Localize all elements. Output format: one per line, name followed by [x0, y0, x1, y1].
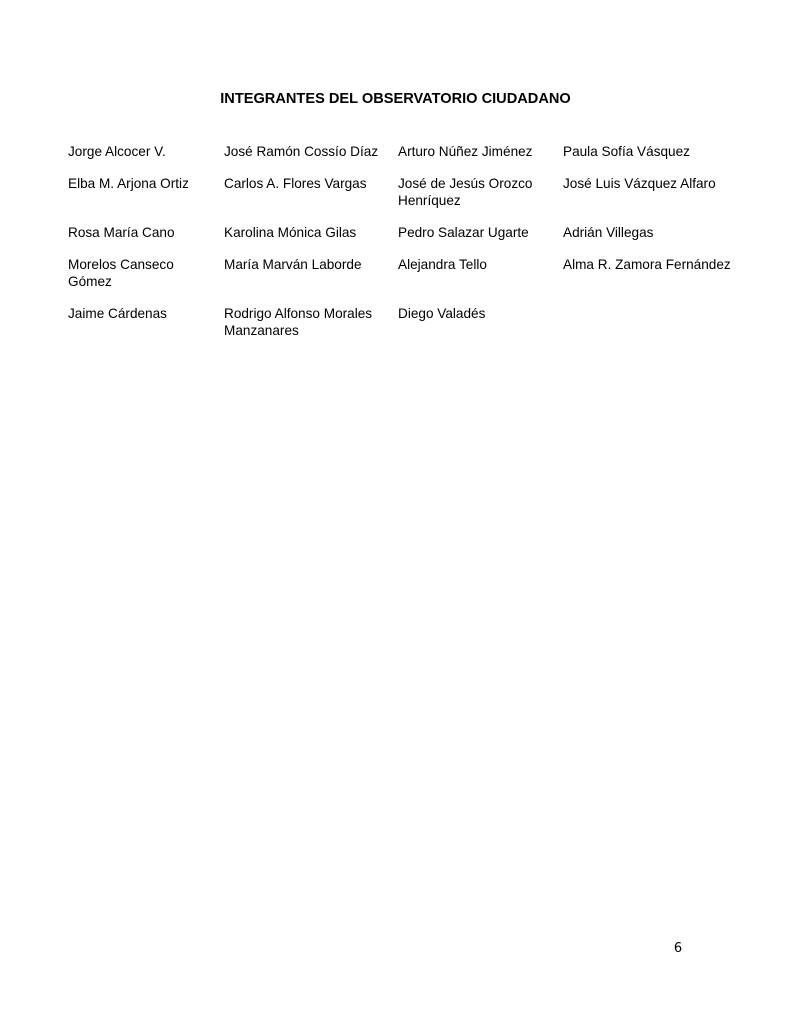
member-name: Arturo Núñez Jiménez — [398, 144, 533, 159]
member-name: María Marván Laborde — [224, 257, 362, 272]
members-row — [68, 224, 748, 256]
members-row — [68, 305, 748, 354]
member-name: Jorge Alcocer V. — [68, 144, 166, 159]
member-name: Alejandra Tello — [398, 257, 487, 272]
member-name: Carlos A. Flores Vargas — [224, 176, 367, 191]
member-name: Paula Sofía Vásquez — [563, 144, 690, 159]
members-row — [68, 256, 748, 305]
member-name: Jaime Cárdenas — [68, 306, 167, 321]
members-row — [68, 143, 748, 175]
member-name: José Luis Vázquez Alfaro — [563, 176, 716, 191]
member-name: Karolina Mónica Gilas — [224, 225, 357, 240]
members-row — [68, 175, 748, 224]
member-name: Diego Valadés — [398, 306, 486, 321]
member-name: José Ramón Cossío Díaz — [224, 144, 379, 159]
members-table — [68, 143, 748, 354]
page-title: INTEGRANTES DEL OBSERVATORIO CIUDADANO — [220, 91, 571, 107]
page-number: 6 — [673, 941, 683, 956]
member-name: José de Jesús Orozco Henríquez — [398, 176, 533, 208]
member-name: Adrián Villegas — [563, 225, 654, 240]
member-name: Alma R. Zamora Fernández — [563, 257, 731, 272]
member-name: Morelos Canseco Gómez — [68, 257, 174, 289]
member-name: Rosa María Cano — [68, 225, 175, 240]
member-name: Pedro Salazar Ugarte — [398, 225, 529, 240]
member-name: Rodrigo Alfonso Morales Manzanares — [224, 306, 373, 338]
member-name: Elba M. Arjona Ortiz — [68, 176, 189, 191]
